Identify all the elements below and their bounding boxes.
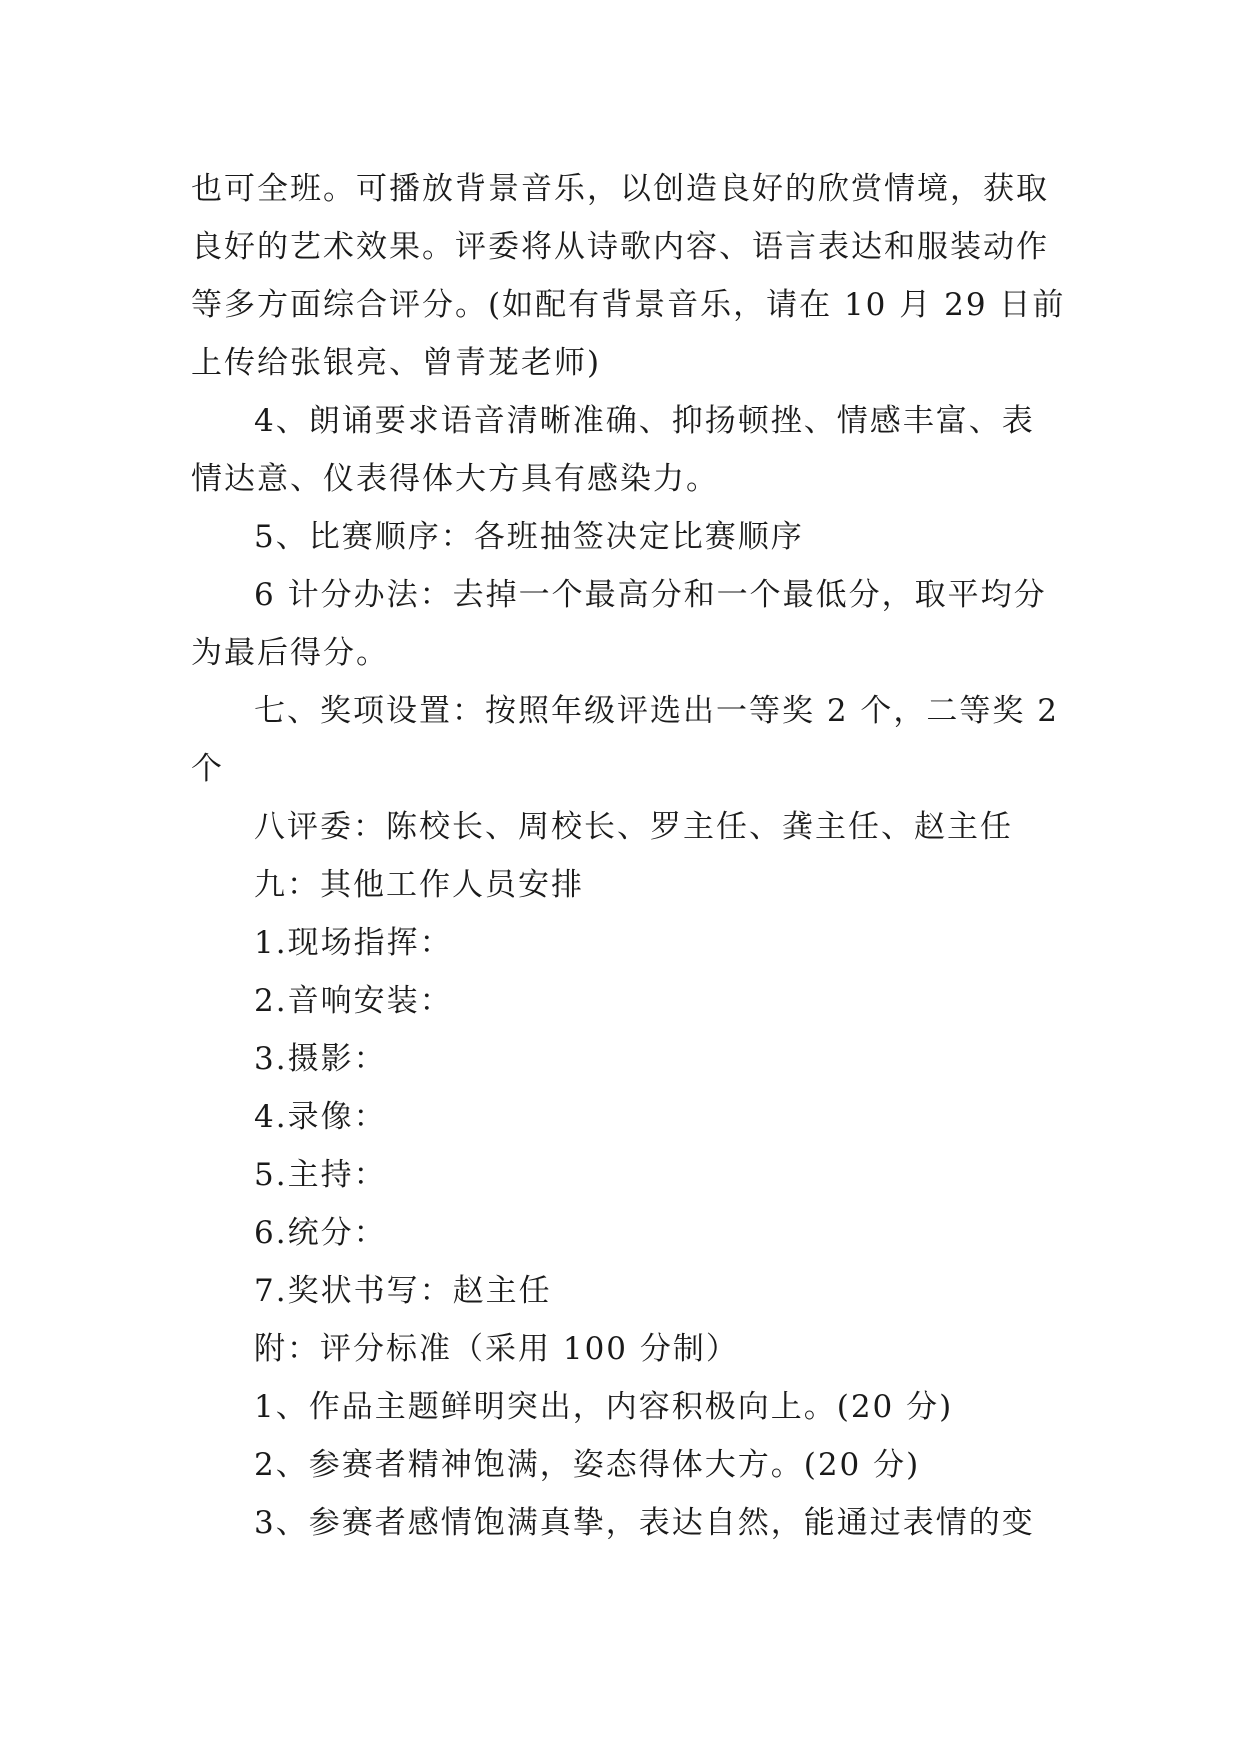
list-item: 6.统分： [254, 1215, 387, 1251]
list-item: 7.奖状书写：赵主任 [254, 1273, 552, 1309]
paragraph-line: 九：其他工作人员安排 [254, 867, 584, 903]
paragraph-line: 也可全班。可播放背景音乐，以创造良好的欣赏情境，获取 [191, 171, 1049, 207]
list-item: 5.主持： [254, 1157, 387, 1193]
paragraph-line: 为最后得分。 [191, 635, 389, 671]
list-item: 3、参赛者感情饱满真挚，表达自然，能通过表情的变 [254, 1505, 1035, 1541]
document-body [191, 160, 1066, 1552]
list-item: 1.现场指挥： [254, 925, 453, 961]
list-item: 2、参赛者精神饱满，姿态得体大方。(20 分) [254, 1447, 921, 1483]
list-item: 2.音响安装： [254, 983, 453, 1019]
paragraph-line: 良好的艺术效果。评委将从诗歌内容、语言表达和服装动作 [191, 229, 1049, 265]
paragraph-line: 上传给张银亮、曾青茏老师) [191, 345, 602, 381]
paragraph-line: 4、朗诵要求语音清晰准确、抑扬顿挫、情感丰富、表 [254, 403, 1035, 439]
paragraph-line: 情达意、仪表得体大方具有感染力。 [191, 461, 719, 497]
paragraph-line: 5、比赛顺序：各班抽签决定比赛顺序 [254, 519, 804, 555]
section-heading: 附：评分标准（采用 100 分制） [254, 1331, 739, 1367]
paragraph-line: 6 计分办法：去掉一个最高分和一个最低分，取平均分 [254, 577, 1047, 613]
list-item: 1、作品主题鲜明突出，内容积极向上。(20 分) [254, 1389, 954, 1425]
paragraph-line: 等多方面综合评分。(如配有背景音乐，请在 10 月 29 日前 [191, 287, 1066, 323]
list-item: 3.摄影： [254, 1041, 387, 1077]
paragraph-line: 个 [191, 751, 224, 787]
paragraph-line: 八评委：陈校长、周校长、罗主任、龚主任、赵主任 [254, 809, 1013, 845]
paragraph-line: 七、奖项设置：按照年级评选出一等奖 2 个，二等奖 2 [254, 693, 1060, 729]
list-item: 4.录像： [254, 1099, 387, 1135]
